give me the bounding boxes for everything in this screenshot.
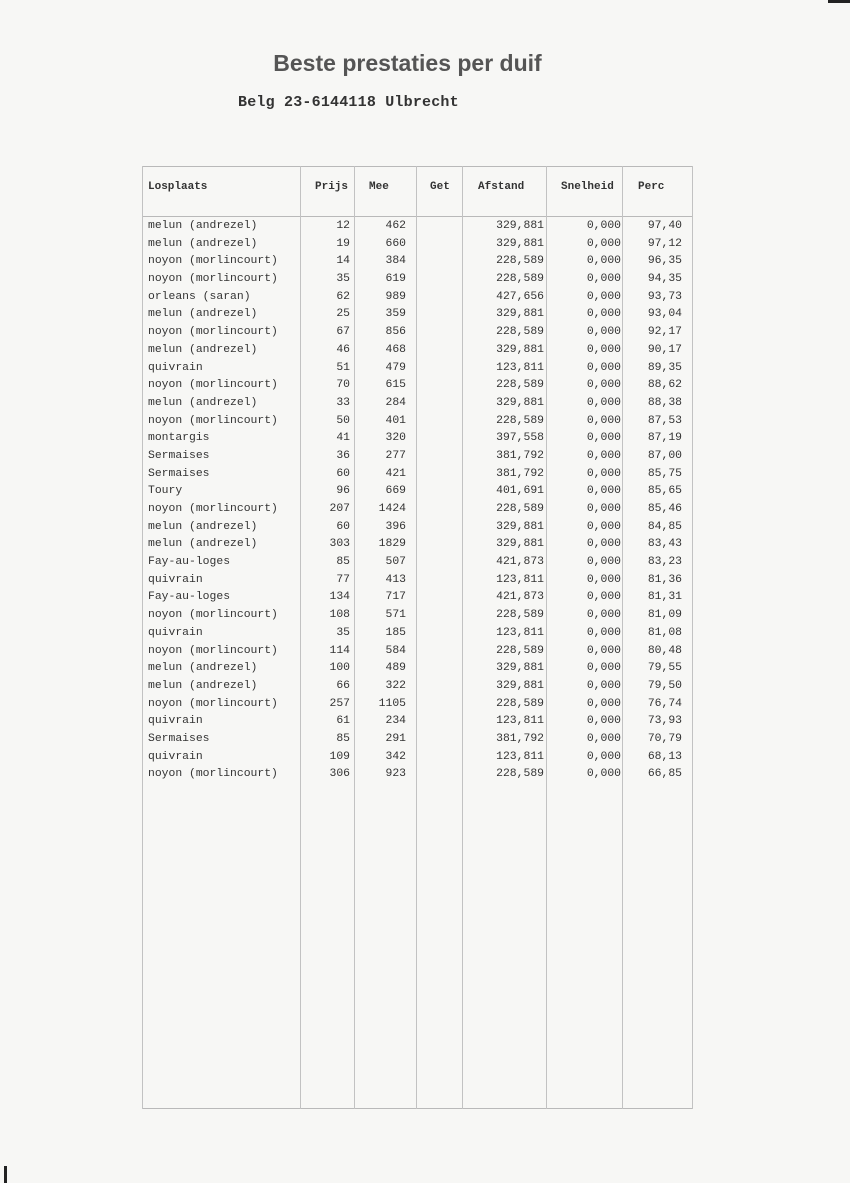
cell-losplaats: noyon (morlincourt)	[148, 644, 278, 657]
cell-perc: 85,65	[647, 485, 682, 498]
cell-prijs: 14	[336, 255, 350, 268]
cell-mee: 462	[385, 220, 406, 232]
table-row	[140, 450, 693, 468]
cell-prijs: 85	[336, 732, 350, 745]
table-row	[140, 255, 693, 273]
table-row	[140, 645, 693, 663]
table-row	[140, 556, 693, 574]
cell-afstand: 329,881	[496, 520, 544, 533]
cell-snelheid: 0,000	[586, 715, 621, 728]
cell-losplaats: montargis	[148, 432, 210, 445]
table-row	[140, 397, 693, 415]
table-row	[140, 468, 693, 486]
cell-afstand: 329,881	[496, 396, 544, 409]
cell-prijs: 85	[336, 556, 350, 569]
cell-prijs: 109	[329, 750, 350, 763]
cell-mee: 856	[385, 326, 406, 339]
cell-snelheid: 0,000	[586, 485, 621, 498]
cell-snelheid: 0,000	[586, 432, 621, 445]
cell-prijs: 25	[336, 308, 350, 321]
cell-mee: 615	[385, 379, 406, 392]
cell-losplaats: quivrain	[148, 626, 203, 639]
table-row	[140, 627, 693, 645]
cell-snelheid: 0,000	[586, 308, 621, 321]
cell-prijs: 114	[329, 644, 350, 657]
cell-snelheid: 0,000	[586, 255, 621, 268]
cell-mee: 185	[385, 626, 406, 639]
cell-afstand: 421,873	[496, 591, 544, 604]
cell-afstand: 228,589	[496, 414, 544, 427]
cell-snelheid: 0,000	[586, 467, 621, 480]
cell-afstand: 228,589	[496, 503, 544, 515]
cell-losplaats: noyon (morlincourt)	[148, 273, 278, 286]
cell-prijs: 70	[336, 379, 350, 392]
cell-losplaats: noyon (morlincourt)	[148, 255, 278, 268]
header-perc: Perc	[638, 181, 665, 193]
header-get: Get	[430, 181, 450, 193]
corner-mark	[828, 0, 850, 3]
table-row	[140, 238, 693, 256]
cell-perc: 76,74	[647, 697, 682, 710]
cell-snelheid: 0,000	[586, 343, 621, 356]
cell-afstand: 123,811	[496, 361, 544, 374]
cell-prijs: 50	[336, 414, 350, 427]
cell-perc: 92,17	[647, 326, 682, 339]
table-row	[140, 733, 693, 751]
cell-snelheid: 0,000	[586, 273, 621, 286]
cell-losplaats: melun (andrezel)	[148, 662, 258, 675]
cell-perc: 79,50	[647, 679, 682, 692]
cell-afstand: 329,881	[496, 538, 544, 551]
cell-mee: 322	[385, 679, 406, 692]
header-prijs: Prijs	[315, 181, 349, 193]
cell-perc: 88,38	[647, 396, 682, 409]
page-title: Beste prestaties per duif	[273, 50, 542, 76]
cell-perc: 83,23	[647, 556, 682, 569]
cell-losplaats: noyon (morlincourt)	[148, 326, 278, 339]
cell-mee: 489	[385, 662, 406, 675]
cell-afstand: 123,811	[496, 715, 544, 728]
cell-snelheid: 0,000	[586, 626, 621, 639]
cell-snelheid: 0,000	[586, 732, 621, 745]
cell-perc: 81,09	[647, 609, 682, 622]
cell-snelheid: 0,000	[586, 220, 621, 232]
cell-mee: 571	[385, 609, 406, 622]
cell-losplaats: Toury	[148, 485, 183, 498]
cell-losplaats: quivrain	[148, 361, 203, 374]
cell-snelheid: 0,000	[586, 237, 621, 250]
cell-mee: 479	[385, 361, 406, 374]
cell-afstand: 228,589	[496, 697, 544, 710]
cell-losplaats: melun (andrezel)	[148, 679, 258, 692]
cell-snelheid: 0,000	[586, 591, 621, 604]
cell-snelheid: 0,000	[586, 662, 621, 675]
table-row	[140, 751, 693, 769]
table-row	[140, 379, 693, 397]
cell-perc: 81,36	[647, 573, 682, 586]
cell-perc: 85,75	[647, 467, 682, 480]
table-body	[140, 220, 693, 786]
cell-losplaats: Fay-au-loges	[148, 591, 231, 604]
cell-afstand: 329,881	[496, 662, 544, 675]
cell-perc: 87,19	[647, 432, 682, 445]
cell-snelheid: 0,000	[586, 679, 621, 692]
cell-snelheid: 0,000	[586, 556, 621, 569]
edge-mark	[4, 1166, 7, 1183]
cell-prijs: 46	[336, 343, 350, 356]
table-row	[140, 538, 693, 556]
cell-mee: 669	[385, 485, 406, 498]
table-row	[140, 609, 693, 627]
cell-afstand: 329,881	[496, 679, 544, 692]
cell-losplaats: Sermaises	[148, 732, 210, 745]
table-row	[140, 521, 693, 539]
cell-prijs: 12	[336, 220, 350, 232]
cell-losplaats: Sermaises	[148, 449, 210, 462]
cell-snelheid: 0,000	[586, 396, 621, 409]
cell-perc: 81,31	[647, 591, 682, 604]
table-row	[140, 432, 693, 450]
cell-losplaats: melun (andrezel)	[148, 308, 258, 321]
table-row	[140, 698, 693, 716]
cell-mee: 717	[385, 591, 406, 604]
cell-perc: 93,73	[647, 290, 682, 303]
cell-losplaats: melun (andrezel)	[148, 220, 258, 232]
cell-perc: 79,55	[647, 662, 682, 675]
cell-mee: 468	[385, 343, 406, 356]
cell-perc: 73,93	[647, 715, 682, 728]
cell-afstand: 427,656	[496, 290, 544, 303]
cell-perc: 90,17	[647, 343, 682, 356]
header-afstand: Afstand	[478, 181, 525, 193]
cell-prijs: 108	[329, 609, 350, 622]
cell-losplaats: Fay-au-loges	[148, 556, 231, 569]
cell-snelheid: 0,000	[586, 361, 621, 374]
cell-snelheid: 0,000	[586, 573, 621, 586]
cell-mee: 359	[385, 308, 406, 321]
cell-prijs: 41	[336, 432, 350, 445]
cell-afstand: 123,811	[496, 750, 544, 763]
cell-perc: 84,85	[647, 520, 682, 533]
cell-snelheid: 0,000	[586, 609, 621, 622]
cell-snelheid: 0,000	[586, 414, 621, 427]
cell-prijs: 36	[336, 449, 350, 462]
cell-afstand: 228,589	[496, 609, 544, 622]
table-row	[140, 503, 693, 521]
cell-afstand: 397,558	[496, 432, 544, 445]
cell-prijs: 35	[336, 626, 350, 639]
results-table	[140, 166, 693, 1109]
cell-mee: 989	[385, 290, 406, 303]
cell-afstand: 123,811	[496, 573, 544, 586]
table-row	[140, 326, 693, 344]
cell-mee: 1829	[378, 538, 406, 551]
cell-prijs: 66	[336, 679, 350, 692]
cell-prijs: 207	[329, 503, 350, 515]
cell-perc: 83,43	[647, 538, 682, 551]
cell-prijs: 257	[329, 697, 350, 710]
cell-mee: 660	[385, 237, 406, 250]
cell-prijs: 62	[336, 290, 350, 303]
cell-mee: 291	[385, 732, 406, 745]
cell-perc: 94,35	[647, 273, 682, 286]
cell-afstand: 381,792	[496, 467, 544, 480]
cell-snelheid: 0,000	[586, 503, 621, 515]
cell-snelheid: 0,000	[586, 379, 621, 392]
cell-losplaats: melun (andrezel)	[148, 538, 258, 551]
cell-afstand: 228,589	[496, 273, 544, 286]
cell-perc: 70,79	[647, 732, 682, 745]
table-row	[140, 680, 693, 698]
table-row	[140, 273, 693, 291]
cell-prijs: 303	[329, 538, 350, 551]
cell-losplaats: noyon (morlincourt)	[148, 697, 278, 710]
cell-mee: 277	[385, 449, 406, 462]
cell-prijs: 51	[336, 361, 350, 374]
header-losplaats: Losplaats	[148, 181, 208, 193]
table-row	[140, 662, 693, 680]
cell-mee: 401	[385, 414, 406, 427]
table-bottom-rule	[142, 1108, 693, 1109]
cell-prijs: 100	[329, 662, 350, 675]
cell-afstand: 123,811	[496, 626, 544, 639]
cell-mee: 584	[385, 644, 406, 657]
cell-perc: 89,35	[647, 361, 682, 374]
cell-perc: 85,46	[647, 503, 682, 515]
cell-prijs: 33	[336, 396, 350, 409]
cell-snelheid: 0,000	[586, 697, 621, 710]
cell-snelheid: 0,000	[586, 290, 621, 303]
cell-losplaats: noyon (morlincourt)	[148, 379, 278, 392]
header-mee: Mee	[369, 181, 389, 193]
cell-losplaats: noyon (morlincourt)	[148, 414, 278, 427]
cell-perc: 87,53	[647, 414, 682, 427]
cell-losplaats: orleans (saran)	[148, 290, 251, 303]
table-row	[140, 362, 693, 380]
cell-afstand: 421,873	[496, 556, 544, 569]
cell-afstand: 329,881	[496, 308, 544, 321]
cell-prijs: 60	[336, 467, 350, 480]
cell-perc: 97,40	[647, 220, 682, 232]
cell-afstand: 228,589	[496, 379, 544, 392]
cell-losplaats: noyon (morlincourt)	[148, 768, 278, 781]
cell-afstand: 329,881	[496, 237, 544, 250]
cell-losplaats: melun (andrezel)	[148, 237, 258, 250]
cell-mee: 421	[385, 467, 406, 480]
cell-perc: 93,04	[647, 308, 682, 321]
cell-afstand: 381,792	[496, 732, 544, 745]
cell-prijs: 77	[336, 573, 350, 586]
cell-prijs: 61	[336, 715, 350, 728]
cell-mee: 234	[385, 715, 406, 728]
table-row	[140, 574, 693, 592]
cell-afstand: 228,589	[496, 644, 544, 657]
table-row	[140, 715, 693, 733]
cell-snelheid: 0,000	[586, 326, 621, 339]
cell-afstand: 401,691	[496, 485, 544, 498]
cell-mee: 1424	[378, 503, 406, 515]
header-rule	[142, 216, 693, 217]
cell-mee: 284	[385, 396, 406, 409]
cell-mee: 413	[385, 573, 406, 586]
cell-snelheid: 0,000	[586, 538, 621, 551]
pigeon-id: Belg 23-6144118 Ulbrecht	[238, 94, 459, 111]
cell-mee: 507	[385, 556, 406, 569]
cell-mee: 384	[385, 255, 406, 268]
cell-perc: 96,35	[647, 255, 682, 268]
table-row	[140, 220, 693, 238]
cell-losplaats: melun (andrezel)	[148, 343, 258, 356]
cell-prijs: 134	[329, 591, 350, 604]
cell-prijs: 19	[336, 237, 350, 250]
table-top-rule	[142, 166, 693, 167]
cell-perc: 81,08	[647, 626, 682, 639]
table-row	[140, 591, 693, 609]
cell-perc: 88,62	[647, 379, 682, 392]
table-row	[140, 415, 693, 433]
cell-losplaats: melun (andrezel)	[148, 396, 258, 409]
cell-prijs: 306	[329, 768, 350, 781]
cell-snelheid: 0,000	[586, 449, 621, 462]
cell-afstand: 228,589	[496, 255, 544, 268]
cell-afstand: 381,792	[496, 449, 544, 462]
cell-perc: 97,12	[647, 237, 682, 250]
cell-prijs: 96	[336, 485, 350, 498]
cell-afstand: 228,589	[496, 768, 544, 781]
cell-afstand: 228,589	[496, 326, 544, 339]
cell-losplaats: noyon (morlincourt)	[148, 609, 278, 622]
table-row	[140, 768, 693, 786]
cell-perc: 80,48	[647, 644, 682, 657]
cell-prijs: 67	[336, 326, 350, 339]
cell-afstand: 329,881	[496, 343, 544, 356]
header-snelheid: Snelheid	[561, 181, 614, 193]
cell-mee: 342	[385, 750, 406, 763]
cell-prijs: 60	[336, 520, 350, 533]
table-row	[140, 308, 693, 326]
cell-mee: 320	[385, 432, 406, 445]
cell-afstand: 329,881	[496, 220, 544, 232]
cell-snelheid: 0,000	[586, 520, 621, 533]
cell-perc: 87,00	[647, 449, 682, 462]
cell-losplaats: melun (andrezel)	[148, 520, 258, 533]
cell-snelheid: 0,000	[586, 768, 621, 781]
table-row	[140, 344, 693, 362]
cell-snelheid: 0,000	[586, 644, 621, 657]
cell-losplaats: quivrain	[148, 573, 203, 586]
cell-mee: 923	[385, 768, 406, 781]
cell-losplaats: quivrain	[148, 750, 203, 763]
cell-perc: 66,85	[647, 768, 682, 781]
cell-mee: 1105	[378, 697, 406, 710]
table-row	[140, 485, 693, 503]
cell-mee: 396	[385, 520, 406, 533]
cell-snelheid: 0,000	[586, 750, 621, 763]
cell-losplaats: quivrain	[148, 715, 203, 728]
cell-prijs: 35	[336, 273, 350, 286]
table-row	[140, 291, 693, 309]
cell-losplaats: Sermaises	[148, 467, 210, 480]
cell-losplaats: noyon (morlincourt)	[148, 503, 278, 515]
cell-perc: 68,13	[647, 750, 682, 763]
cell-mee: 619	[385, 273, 406, 286]
